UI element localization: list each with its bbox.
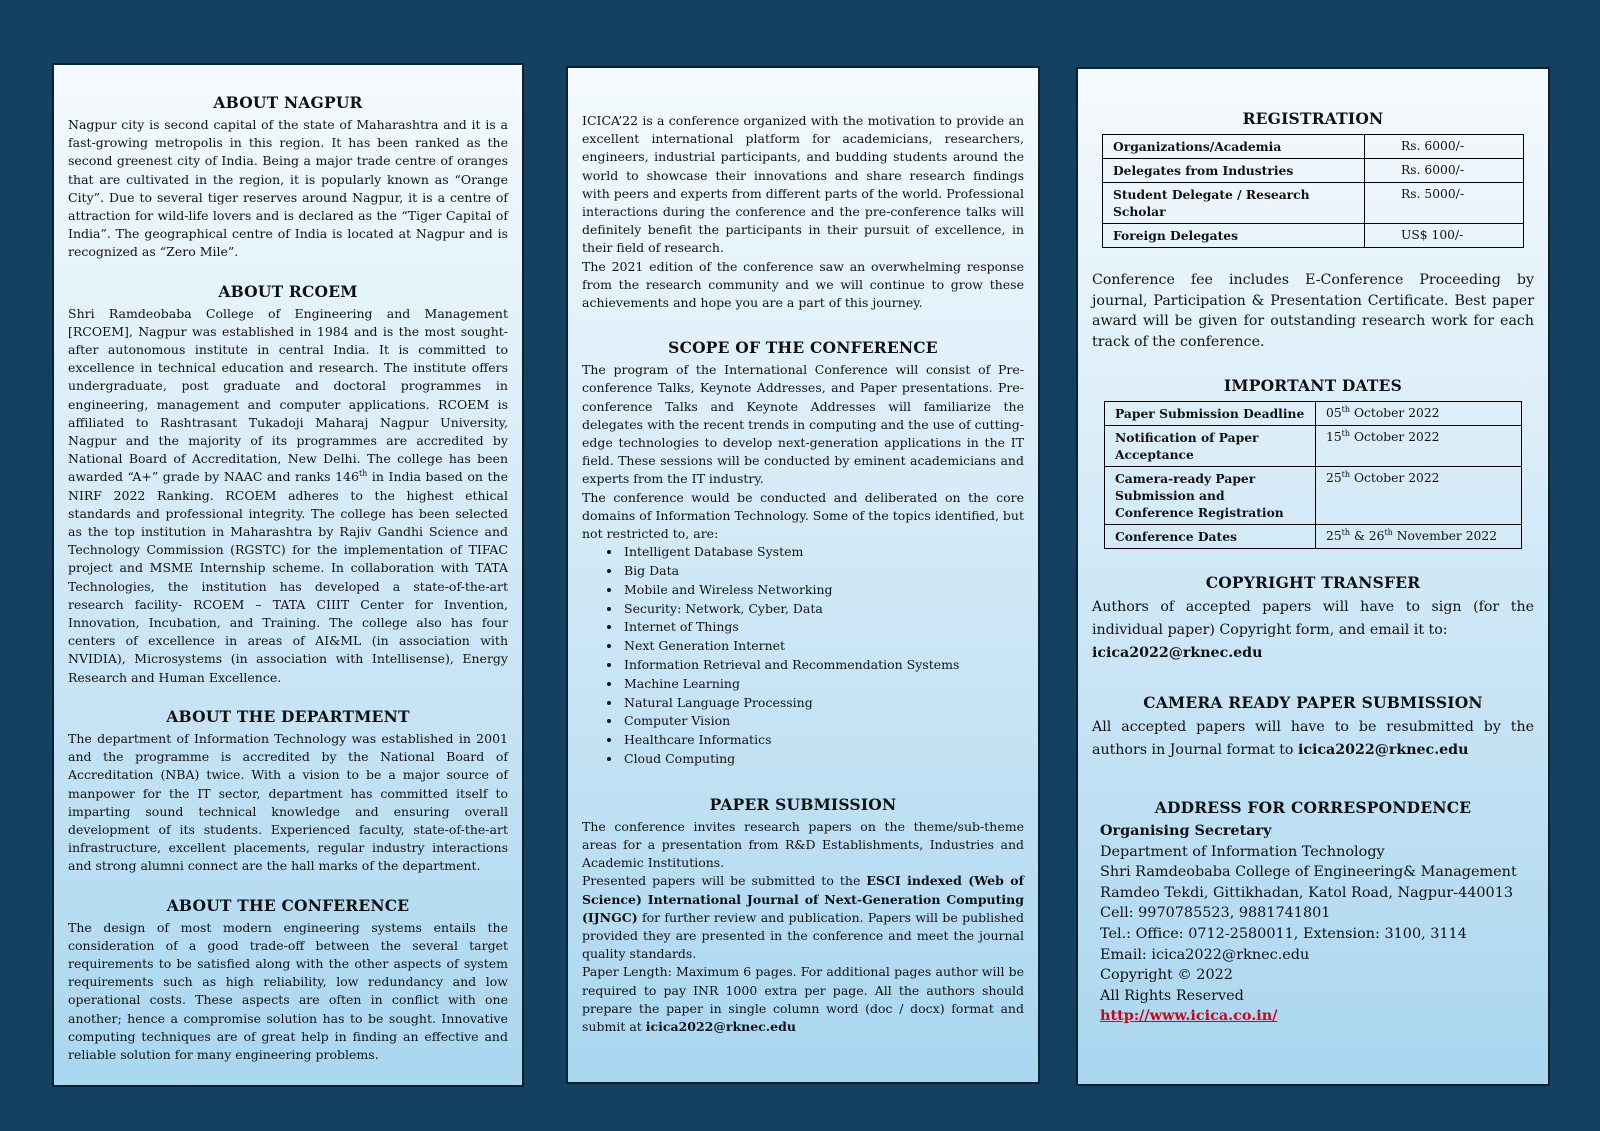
date-month-year: November 2022	[1392, 529, 1498, 543]
contact-tel: Tel.: Office: 0712-2580011, Extension: 3100, 3114	[1100, 925, 1467, 942]
submission-text-2	[582, 872, 1024, 963]
table-row	[1105, 402, 1522, 426]
topic-item: • Healthcare Informatics	[622, 731, 1024, 750]
topic-item: • Next Generation Internet	[622, 637, 1024, 656]
website-link[interactable]: http://www.icica.co.in/	[1100, 1007, 1278, 1025]
address-line: Shri Ramdeobaba College of Engineering& Management	[1100, 864, 1517, 881]
date-label: Camera-ready Paper Submission and Conference Registration	[1105, 467, 1316, 525]
date-value	[1316, 402, 1522, 426]
topic-item: • Natural Language Processing	[622, 694, 1024, 713]
registration-category: Organizations/Academia	[1103, 135, 1365, 159]
topic-item: • Intelligent Database System	[622, 543, 1024, 562]
about-rcoem-text	[68, 305, 508, 687]
topic-item: • Computer Vision	[622, 712, 1024, 731]
date-day: 25	[1326, 529, 1342, 543]
camera-ready-heading: CAMERA READY PAPER SUBMISSION	[1143, 693, 1483, 712]
topic-item: • Information Retrieval and Recommendation Systems	[622, 656, 1024, 675]
date-month-year: October 2022	[1350, 430, 1440, 444]
left-panel	[52, 63, 524, 1087]
topics-list	[582, 543, 1024, 769]
submission-email[interactable]: icica2022@rknec.edu	[645, 1019, 796, 1035]
date-month-year: October 2022	[1350, 406, 1440, 420]
scope-text-2: The conference would be conducted and deliberated on the core domains of Information Technology. Some of the topics identified, but not restricted to, are:	[582, 489, 1024, 542]
registration-fee: Rs. 6000/-	[1365, 135, 1524, 159]
important-dates-table	[1104, 401, 1522, 549]
about-conference-heading: ABOUT THE CONFERENCE	[166, 895, 410, 915]
date-value	[1316, 525, 1522, 549]
scope-text-1: The program of the International Conference will consist of Pre-conference Talks, Keynote Addresses, and Paper presentations. Pre-conference Talks and Keynote Addresses will familiarize the delegates with the recent trends in computing and the use of cutting-edge technologies to develop next-generation applications in the IT field. These sessions will be conducted by eminent academicians and experts from the IT industry.	[582, 362, 1024, 487]
topic-item: • Mobile and Wireless Networking	[622, 581, 1024, 600]
registration-heading: REGISTRATION	[1242, 109, 1384, 128]
topic-item: • Cloud Computing	[622, 750, 1024, 769]
contact-email: Email: icica2022@rknec.edu	[1100, 946, 1310, 963]
registration-table	[1102, 134, 1524, 248]
address-heading: ADDRESS FOR CORRESPONDENCE	[1154, 798, 1472, 817]
submission-text-2a: Presented papers will be submitted to the	[582, 873, 867, 889]
about-rcoem-text-part2: in India based on the NIRF 2022 Ranking. RCOEM adheres to the highest ethical standards and professional integrity. The college has been selected as the top institution in Maharashtra by Rajiv Gandhi Science and Technology Commission (RGSTC) for the implementation of TIFAC project and MSME Internship scheme. In collaboration with TATA Technologies, the institution has developed a state-of-the-art research facility- RCOEM – TATA CIIIT Center for Invention, Innovation, Incubation, and Training. The college also has four centers of excellence in areas of AI&ML (in association with NVIDIA), Microsystems (in association with Intellisense), Energy Research and Human Excellence.	[68, 469, 509, 685]
rights-line: All Rights Reserved	[1100, 987, 1244, 1004]
copyright-instructions: Authors of accepted papers will have to sign (for the individual paper) Copyright form, and email it to:	[1092, 599, 1534, 638]
scope-heading: SCOPE OF THE CONFERENCE	[668, 338, 938, 358]
camera-ready-email[interactable]: icica2022@rknec.edu	[1297, 742, 1469, 758]
intro-paragraph-2: The 2021 edition of the conference saw an overwhelming response from the research community and we will continue to grow these achievements and hope you are a part of this journey.	[582, 258, 1024, 311]
table-row	[1105, 525, 1522, 549]
date-day: 25	[1326, 471, 1342, 485]
registration-fee: US$ 100/-	[1365, 224, 1524, 248]
camera-ready-instructions: All accepted papers will have to be resubmitted by the authors in Journal format to	[1092, 719, 1534, 758]
about-department-heading: ABOUT THE DEPARTMENT	[166, 706, 410, 726]
table-row	[1105, 426, 1522, 467]
date-label: Conference Dates	[1105, 525, 1316, 549]
copyright-email[interactable]: icica2022@rknec.edu	[1092, 645, 1263, 661]
copyright-heading: COPYRIGHT TRANSFER	[1205, 573, 1421, 592]
topic-item: • Machine Learning	[622, 675, 1024, 694]
paper-submission-heading: PAPER SUBMISSION	[709, 794, 897, 814]
address-line: Ramdeo Tekdi, Gittikhadan, Katol Road, Nagpur-440013	[1100, 884, 1514, 901]
date-label: Paper Submission Deadline	[1105, 402, 1316, 426]
topic-item: • Security: Network, Cyber, Data	[622, 600, 1024, 619]
date-day: 15	[1326, 430, 1342, 444]
table-row	[1105, 467, 1522, 525]
registration-category: Student Delegate / Research Scholar	[1103, 183, 1365, 224]
rank-superscript: th	[358, 469, 368, 479]
table-row	[1103, 135, 1524, 159]
date-month-year: October 2022	[1350, 471, 1440, 485]
intro-paragraph-1: ICICA’22 is a conference organized with the motivation to provide an excellent international platform for academicians, researchers, engineers, industrial participants, and budding students around the world to showcase their innovations and share research findings with peers and experts from different parts of the world. Professional interactions during the conference and the pre-conference talks will definitely benefit the participants in their pursuit of excellence, in their field of research.	[582, 113, 1024, 256]
important-dates-heading: IMPORTANT DATES	[1223, 376, 1403, 395]
about-conference-text: The design of most modern engineering systems entails the consideration of a good trade-off between the several target requirements to be satisfied along with the other aspects of system requirements such as high reliability, low redundancy and low operational costs. These aspects are often in conflict with one another; hence a compromise solution has to be sought. Innovative computing techniques are of great help in finding an effective and reliable solution for many engineering problems.	[68, 919, 508, 1062]
about-nagpur-heading: ABOUT NAGPUR	[213, 93, 363, 112]
date-suffix: th	[1341, 428, 1351, 438]
about-nagpur-text: Nagpur city is second capital of the state of Maharashtra and it is a fast-growing metropolis in this region. It has been ranked as the second greenest city of India. Being a major trade centre of oranges that are cultivated in the region, it is popularly known as “Orange City”. Due to several tiger reserves around Nagpur, it is a centre of attraction for wild-life lovers and is declared as the “Tiger Capital of India”. The geographical centre of India is located at Nagpur and is recognized as “Zero Mile”.	[68, 117, 508, 260]
middle-panel	[566, 66, 1040, 1084]
correspondence-address	[1100, 821, 1534, 1027]
date-value	[1316, 426, 1522, 467]
about-rcoem-heading: ABOUT RCOEM	[218, 281, 358, 301]
submission-text-1: The conference invites research papers on the theme/sub-theme areas for a presentation from R&D Establishments, Industries and Academic Institutions.	[582, 818, 1024, 871]
submission-text-3	[582, 963, 1024, 1036]
about-rcoem-text-part1: Shri Ramdeobaba College of Engineering and Management [RCOEM], Nagpur was established in 1984 and is the most sought-after autonomous institute in central India. It is committed to excellence in technical education and research. The institute offers undergraduate, post graduate and doctoral programmes in engineering, management and computer applications. RCOEM is affiliated to Rashtrasant Tukadoji Maharaj Nagpur University, Nagpur and the majority of its programmes are accredited by National Board of Accreditation, New Delhi. The college has been awarded “A+” grade by NAAC and ranks 146	[68, 305, 508, 485]
about-department-text: The department of Information Technology was established in 2001 and the programme is accredited by the National Board of Accreditation (NBA) twice. With a vision to be a major source of manpower for the IT sector, department has committed itself to imparting sound technical knowledge and ensuring overall development of its students. Experienced faculty, state-of-the-art infrastructure, excellent placements, regular industry interactions and strong alumni connect are the hall marks of the department.	[68, 730, 508, 874]
right-panel	[1076, 67, 1550, 1086]
table-row	[1103, 183, 1524, 224]
contact-cell: Cell: 9970785523, 9881741801	[1100, 905, 1331, 922]
table-row	[1103, 159, 1524, 183]
registration-fee: Rs. 6000/-	[1365, 159, 1524, 183]
address-line: Department of Information Technology	[1100, 843, 1385, 860]
registration-category: Foreign Delegates	[1103, 224, 1365, 248]
date-suffix: th	[1341, 469, 1351, 479]
paper-length-text: Paper Length: Maximum 6 pages. For additional pages author will be required to pay INR 1000 extra per page. All the authors should prepare the paper in single column word (doc / docx) format and submit at	[582, 964, 1024, 1035]
organising-secretary: Organising Secretary	[1100, 822, 1272, 839]
date-suffix: th	[1384, 527, 1393, 537]
registration-category: Delegates from Industries	[1103, 159, 1365, 183]
journal-name: ESCI indexed (Web of Science) International Journal of Next-Generation Computing (IJNGC)	[582, 873, 1024, 925]
date-suffix: th	[1341, 527, 1351, 537]
date-range-join: & 26	[1350, 529, 1385, 543]
topic-item: • Internet of Things	[622, 618, 1024, 637]
registration-fee: Rs. 5000/-	[1365, 183, 1524, 224]
date-day: 05	[1326, 406, 1342, 420]
submission-text-2b: for further review and publication. Papers will be published provided they are presented in the conference and meet the journal quality standards.	[582, 909, 1024, 962]
topic-item: • Big Data	[622, 562, 1024, 581]
registration-note: Conference fee includes E-Conference Proceeding by journal, Participation & Presentation Certificate. Best paper award will be given for outstanding research work for each track of the conference.	[1092, 272, 1534, 350]
copyright-text	[1092, 596, 1534, 665]
table-row	[1103, 224, 1524, 248]
copyright-line: Copyright © 2022	[1100, 967, 1233, 984]
camera-ready-text	[1092, 716, 1534, 762]
date-suffix: th	[1341, 404, 1351, 414]
date-value	[1316, 467, 1522, 525]
date-label: Notification of Paper Acceptance	[1105, 426, 1316, 467]
